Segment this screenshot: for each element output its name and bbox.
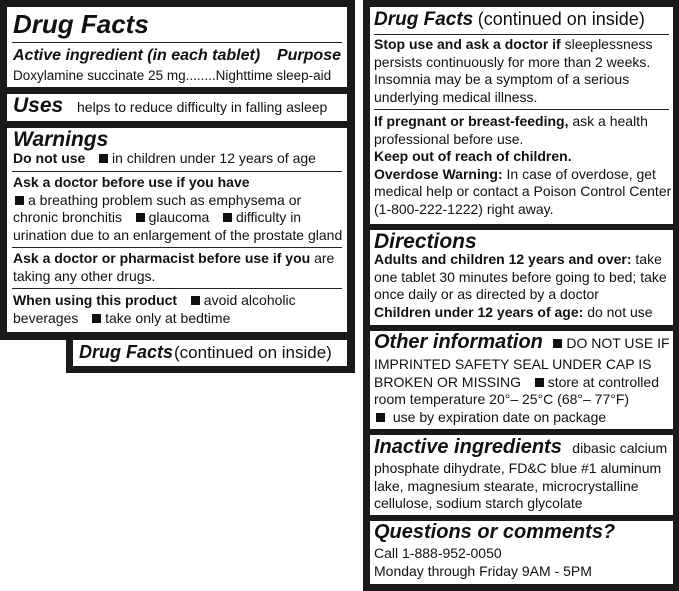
ask-pharmacist-label: Ask a doctor or pharmacist before use if you bbox=[13, 250, 311, 266]
when-using-block bbox=[13, 292, 296, 327]
continued-title: Drug Facts bbox=[79, 342, 174, 362]
questions-box bbox=[370, 521, 673, 584]
other-item2-b: room temperature 20°– 25°C (68°– 77°F) bbox=[374, 391, 630, 407]
questions-title: Questions or comments? bbox=[374, 521, 616, 543]
other-item2-a: store at controlled bbox=[547, 373, 659, 390]
ingredient-purpose: Nighttime sleep-aid bbox=[215, 68, 332, 83]
do-not-use-label: Do not use bbox=[13, 150, 86, 166]
overdose-b: medical help or contact a Poison Control Center bbox=[374, 183, 672, 199]
adults-c: once daily or as directed by a doctor bbox=[374, 286, 599, 302]
pregnant-block bbox=[374, 113, 671, 218]
ask-doctor-block bbox=[13, 174, 342, 244]
other-item1-c: BROKEN OR MISSING bbox=[374, 373, 522, 390]
other-info-box bbox=[370, 331, 673, 429]
inactive-d: cellulose, sodium starch glycolate bbox=[374, 495, 583, 511]
left-title-box bbox=[7, 7, 347, 87]
do-not-use-row bbox=[13, 150, 316, 168]
directions-text bbox=[374, 251, 667, 321]
directions-title: Directions bbox=[374, 230, 477, 253]
left-title: Drug Facts bbox=[13, 9, 149, 39]
other-item1-b: IMPRINTED SAFETY SEAL UNDER CAP IS bbox=[374, 356, 652, 372]
when-using-item1-a: avoid alcoholic bbox=[203, 292, 296, 308]
ask-pharmacist-block bbox=[13, 250, 334, 285]
uses-text: helps to reduce difficulty in falling asleep bbox=[77, 99, 328, 115]
right-warnings-box bbox=[370, 7, 673, 224]
bullet-square-icon bbox=[535, 378, 544, 387]
questions-phone: Call 1-888-952-0050 bbox=[374, 545, 502, 561]
right-title-continued: (continued on inside) bbox=[477, 9, 645, 29]
overdose-label: Overdose Warning: bbox=[374, 165, 503, 182]
stop-use-b: persists continuously for more than 2 weeks. bbox=[374, 53, 651, 70]
bullet-square-icon bbox=[376, 413, 385, 422]
bullet-square-icon bbox=[191, 296, 200, 305]
other-info-text bbox=[374, 356, 659, 426]
other-item3: use by expiration date on package bbox=[392, 408, 607, 425]
inactive-ingredients-box bbox=[370, 435, 673, 515]
uses-title: Uses bbox=[13, 94, 64, 117]
ask-doctor-item1-a: a breathing problem such as emphysema or bbox=[28, 191, 302, 208]
overdose-a: In case of overdose, get bbox=[506, 165, 656, 182]
uses-box bbox=[7, 94, 347, 121]
continued-banner bbox=[73, 340, 347, 366]
ask-pharmacist-text-a: are bbox=[314, 250, 335, 266]
stop-use-label: Stop use and ask a doctor if bbox=[374, 36, 561, 52]
ask-doctor-item3-a: difficulty in bbox=[235, 209, 302, 225]
stop-use-c: Insomnia may be a symptom of a serious bbox=[374, 71, 630, 87]
ingredient-name: Doxylamine succinate 25 mg bbox=[13, 68, 186, 83]
warnings-box bbox=[7, 128, 347, 332]
keep-out-of-reach: Keep out of reach of children. bbox=[374, 148, 572, 164]
adults-a: take bbox=[635, 251, 662, 267]
inactive-b: phosphate dihydrate, FD&C blue #1 aluminum bbox=[374, 460, 662, 476]
bullet-square-icon bbox=[99, 154, 108, 163]
bullet-square-icon bbox=[15, 196, 24, 205]
questions-text bbox=[374, 545, 592, 580]
children-label: Children under 12 years of age: bbox=[374, 303, 584, 320]
ask-doctor-item1-b: chronic bronchitis bbox=[13, 209, 122, 225]
when-using-label: When using this product bbox=[13, 292, 178, 308]
warnings-title: Warnings bbox=[13, 128, 109, 151]
adults-b: one tablet 30 minutes before going to bed; take bbox=[374, 268, 667, 285]
bullet-square-icon bbox=[223, 213, 232, 222]
other-info-title: Other information bbox=[374, 331, 543, 353]
ask-doctor-item3-b: urination due to an enlargement of the prostate gland bbox=[13, 226, 343, 243]
children-text: do not use bbox=[587, 303, 653, 320]
ask-doctor-item2: glaucoma bbox=[148, 209, 210, 225]
continued-text: (continued on inside) bbox=[174, 343, 332, 362]
left-panel-cutout bbox=[0, 340, 66, 380]
inactive-text bbox=[374, 460, 661, 513]
right-title-row bbox=[374, 9, 645, 31]
ask-pharmacist-text-b: taking any other drugs. bbox=[13, 267, 156, 284]
bullet-square-icon bbox=[553, 339, 562, 348]
active-ingredient-header: Active ingredient (in each tablet) bbox=[13, 47, 261, 64]
directions-box bbox=[370, 230, 673, 325]
ask-doctor-title: Ask a doctor before use if you have bbox=[13, 174, 250, 190]
active-ingredient-row bbox=[13, 67, 331, 85]
purpose-header: Purpose bbox=[276, 47, 341, 64]
inactive-c: lake, magnesium stearate, microcrystalline bbox=[374, 477, 639, 494]
other-item1-a: DO NOT USE IF bbox=[566, 335, 670, 351]
do-not-use-text: in children under 12 years of age bbox=[112, 150, 316, 166]
inactive-title: Inactive ingredients bbox=[374, 436, 562, 458]
right-title: Drug Facts bbox=[374, 9, 474, 30]
bullet-square-icon bbox=[136, 213, 145, 222]
stop-use-block bbox=[374, 36, 653, 106]
inactive-row1 bbox=[374, 436, 667, 459]
adults-label: Adults and children 12 years and over: bbox=[374, 251, 632, 267]
overdose-c: (1-800-222-1222) right away. bbox=[374, 200, 554, 217]
when-using-item1-b: beverages bbox=[13, 309, 79, 326]
stop-use-d: underlying medical illness. bbox=[374, 88, 538, 105]
pregnant-label: If pregnant or breast-feeding, bbox=[374, 113, 569, 129]
when-using-item2: take only at bedtime bbox=[105, 309, 231, 326]
leader-dots: ........ bbox=[185, 68, 216, 83]
inactive-a: dibasic calcium bbox=[572, 440, 668, 456]
other-info-row1 bbox=[374, 331, 670, 354]
stop-use-a: sleeplessness bbox=[564, 36, 653, 52]
pregnant-a: ask a health bbox=[572, 113, 648, 129]
questions-hours: Monday through Friday 9AM - 5PM bbox=[374, 562, 592, 579]
bullet-square-icon bbox=[92, 314, 101, 323]
pregnant-b: professional before use. bbox=[374, 130, 524, 147]
